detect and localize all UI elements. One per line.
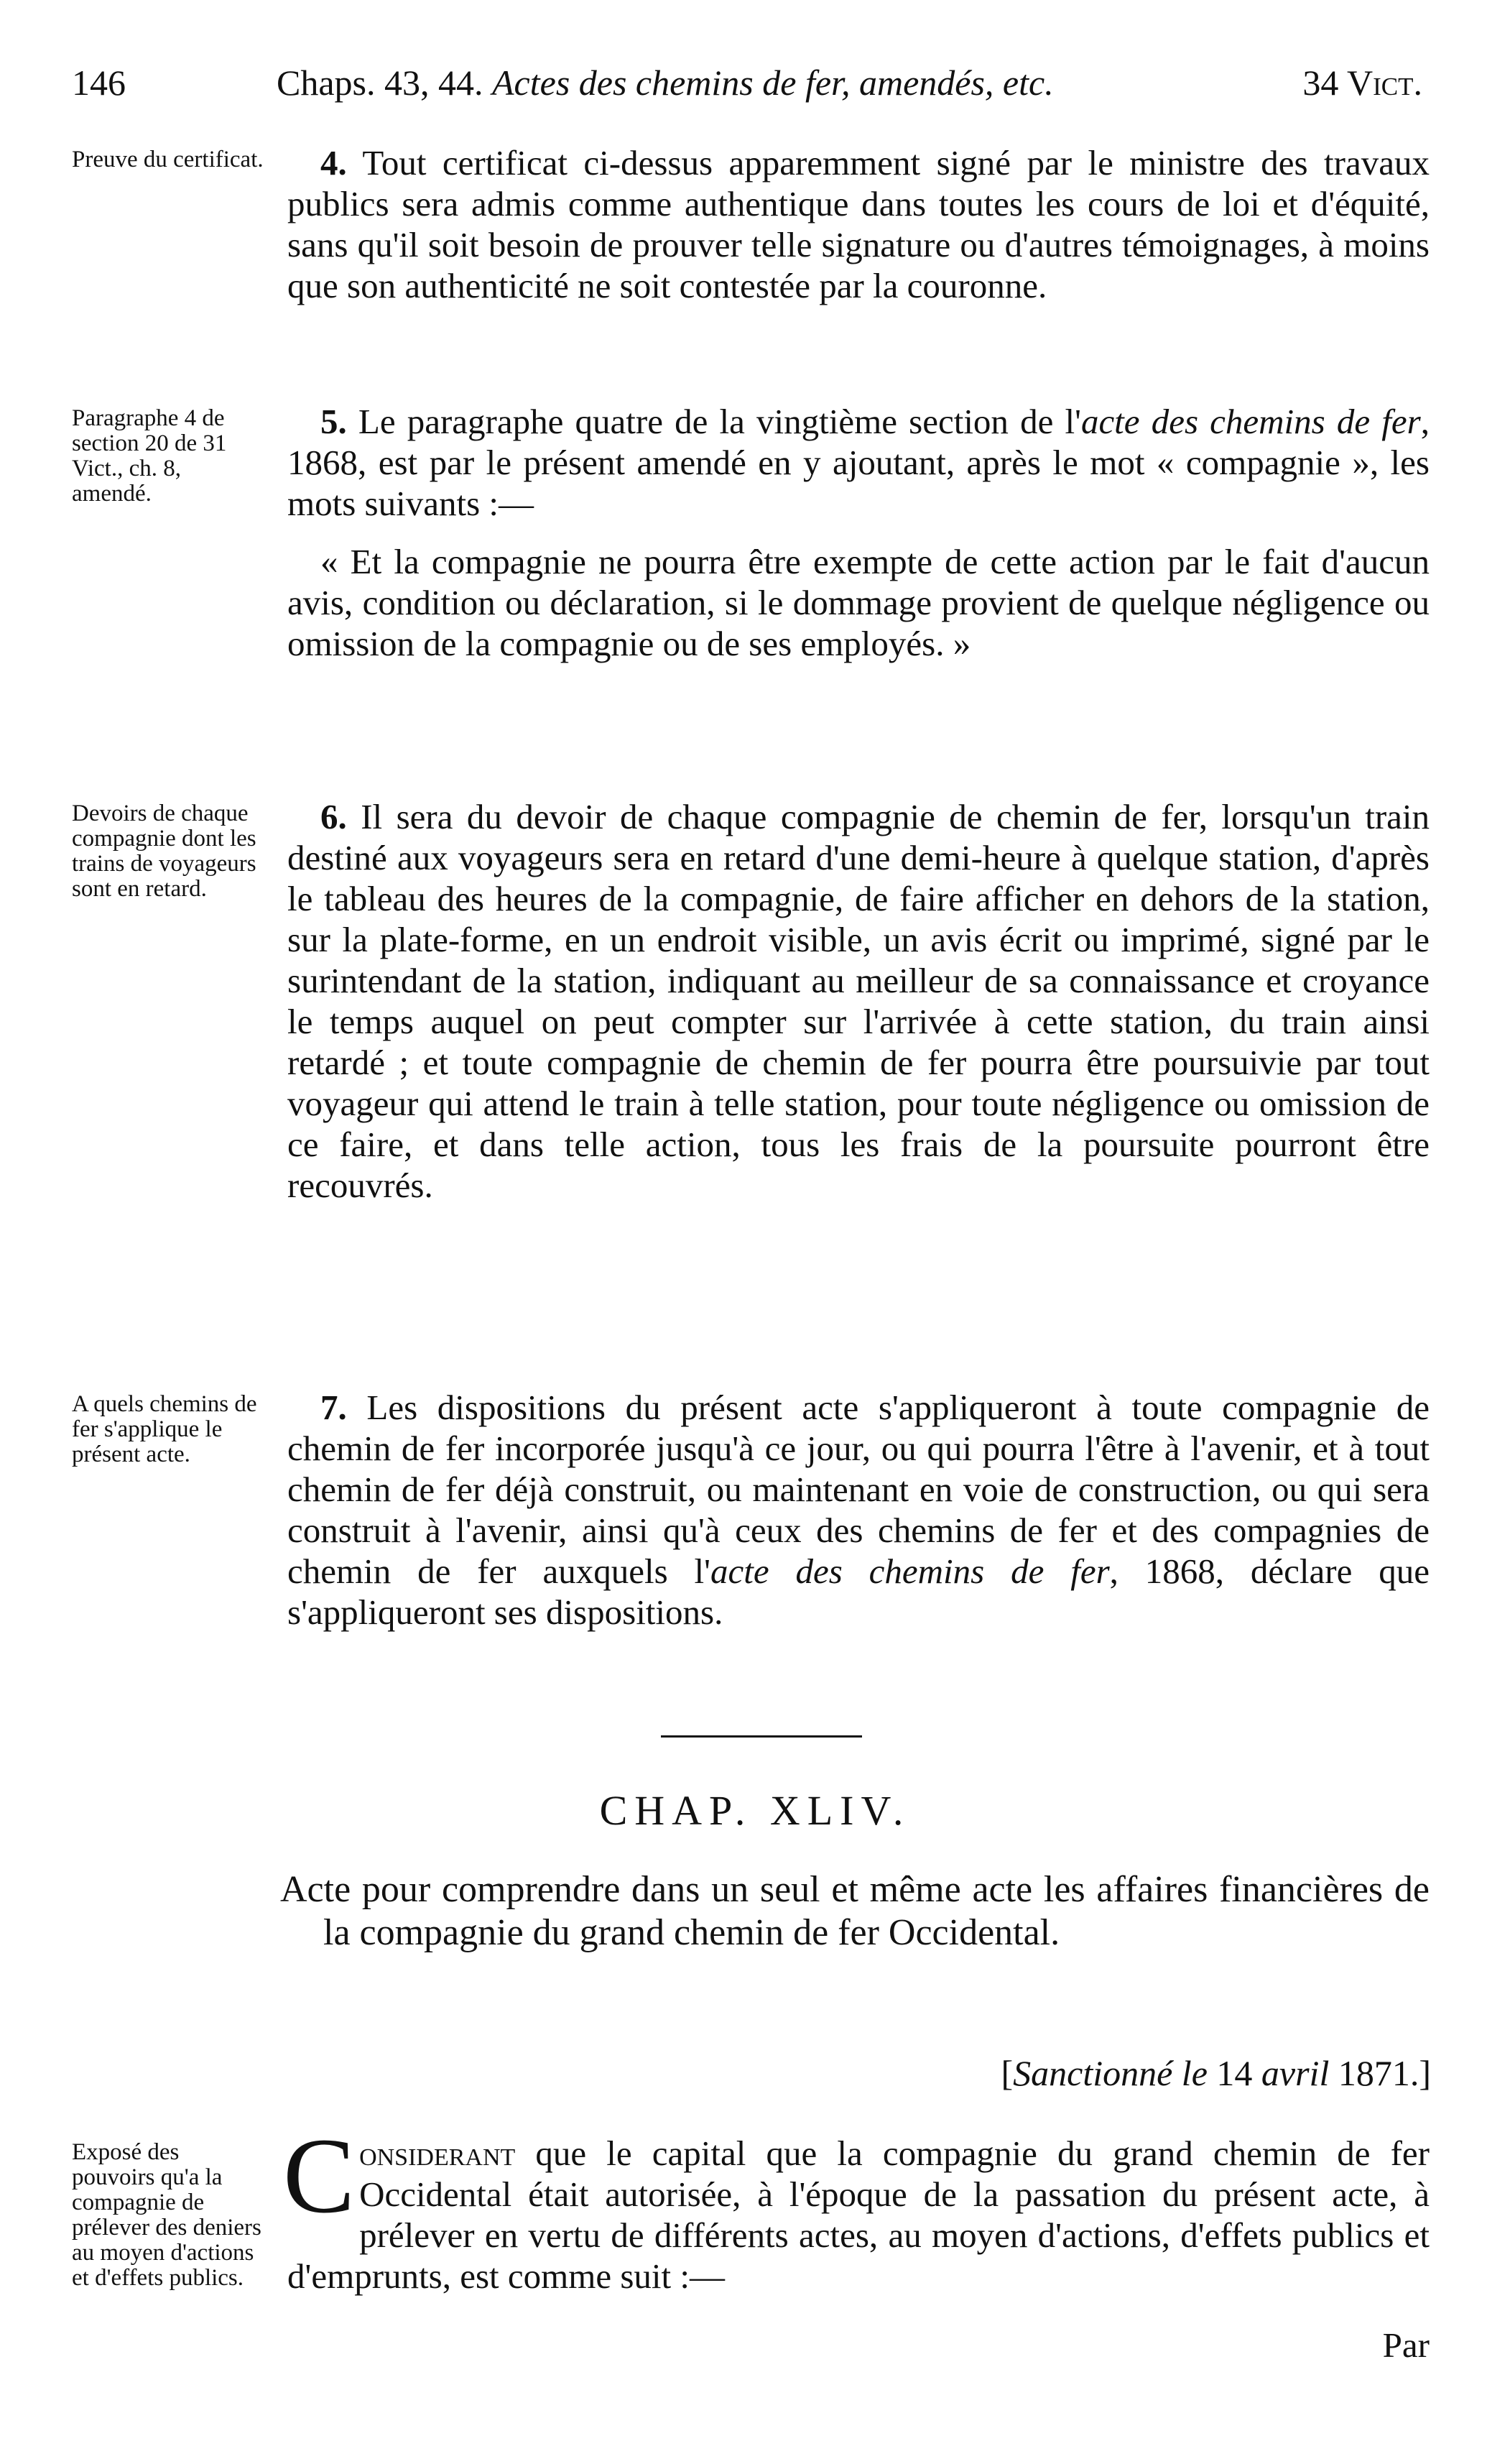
running-header xyxy=(72,57,1422,108)
section-text-a: Le paragraphe quatre de la vingtième section de l' xyxy=(358,402,1081,441)
sidenote-section-7: A quels chemins de fer s'applique le présent acte. xyxy=(72,1391,257,1467)
section-7 xyxy=(287,1387,1430,1633)
regnal-year: 34 Vict. xyxy=(1302,63,1422,103)
section-text: Tout certificat ci-dessus apparemment signé par le ministre des travaux publics sera admis comme authentique dans toutes les cours de loi et d'équité, sans qu'il soit besoin de prouver telle signature ou d'autres témoignages, à moins que son authenticité ne soit contestée par la couronne. xyxy=(287,143,1430,305)
preamble xyxy=(283,2116,1430,2297)
sanction-day: 14 xyxy=(1216,2053,1253,2093)
catchword: Par xyxy=(1382,2325,1430,2365)
sanction-label: Sanctionné le xyxy=(1013,2053,1208,2093)
sanction-year: 1871.] xyxy=(1338,2053,1431,2093)
chapter-title: Acte pour comprendre dans un seul et même acte les affaires financières de la compagnie du grand chemin de fer Occidental. xyxy=(280,1869,1430,1953)
title-italic: Actes des chemins de fer, amendés, etc. xyxy=(492,63,1054,103)
title-prefix: Chaps. 43, 44. xyxy=(277,63,483,103)
section-5 xyxy=(287,401,1430,664)
sidenote-section-5: Paragraphe 4 de section 20 de 31 Vict., ch. 8, amendé. xyxy=(72,405,227,507)
section-text-b: , 1868, déclare que s'appliqueront ses dispositions. xyxy=(287,1551,1430,1632)
sidenote-section-6: Devoirs de chaque compagnie dont les trains de voyageurs sont en retard. xyxy=(72,800,256,902)
section-4 xyxy=(287,142,1430,306)
drop-capital: C xyxy=(283,2116,356,2235)
section-number: 7. xyxy=(320,1388,347,1427)
amendment-quote: « Et la compagnie ne pourra être exempte de cette action par le fait d'aucun avis, condition ou déclaration, si le dommage provient de quelque négligence ou omission de la compagnie ou de ses employés. » xyxy=(287,542,1430,663)
act-title-italic: acte des chemins de fer xyxy=(710,1551,1110,1591)
chapter-heading: CHAP. XLIV. xyxy=(599,1787,911,1834)
section-number: 4. xyxy=(320,143,347,183)
preamble-text: que le capital que la compagnie du grand chemin de fer Occidental était autorisée, à l'époque de la passation du présent acte, à prélever en vertu de différents actes, au moyen d'actions, d'effets publics et d'emprunts, est comme suit :— xyxy=(287,2133,1430,2296)
section-6 xyxy=(287,796,1430,1206)
sidenote-section-4: Preuve du certificat. xyxy=(72,147,264,172)
section-divider xyxy=(661,1735,862,1738)
act-title-italic: acte des chemins de fer xyxy=(1080,402,1421,441)
sanction-month: avril xyxy=(1261,2053,1330,2093)
section-text: Il sera du devoir de chaque compagnie de chemin de fer, lorsqu'un train destiné aux voyageurs sera en retard d'une demi-heure à quelque station, d'après le tableau des heures de la compagnie, de faire afficher en dehors de la station, sur la plate-forme, en un endroit visible, un avis écrit ou imprimé, signé par le surintendant de la station, indiquant au meilleur de sa connaissance et croyance le temps auquel on peut compter sur l'arrivée à cette station, du train ainsi retardé ; et toute compagnie de chemin de fer pourra être poursuivie par tout voyageur qui attend le train à telle station, pour toute négligence ou omission de ce faire, et dans telle action, tous les frais de la poursuite pourront être recouvrés. xyxy=(287,797,1430,1205)
sanction-bracket: [ xyxy=(1001,2053,1014,2093)
sanction-date xyxy=(1001,2052,1431,2095)
section-text-a: Les dispositions du présent acte s'appliqueront à toute compagnie de chemin de fer incorporée jusqu'à ce jour, ou qui pourra l'être à l'avenir, et à tout chemin de fer déjà construit, ou maintenant en voie de construction, ou qui sera construit à l'avenir, ainsi qu'à ceux des chemins de fer et des compagnies de chemin de fer auxquels l' xyxy=(287,1388,1430,1591)
sidenote-preamble: Exposé des pouvoirs qu'a la compagnie de prélever des deniers au moyen d'actions et d'effets publics. xyxy=(72,2139,261,2291)
running-title xyxy=(277,57,1054,108)
section-text-b: , 1868, est par le présent amendé en y ajoutant, après le mot « compagnie », les mots suivants :— xyxy=(287,402,1430,523)
section-number: 5. xyxy=(320,402,347,441)
page-number: 146 xyxy=(72,63,126,103)
section-number: 6. xyxy=(320,797,347,836)
preamble-opening-word: onsiderant xyxy=(359,2133,516,2173)
